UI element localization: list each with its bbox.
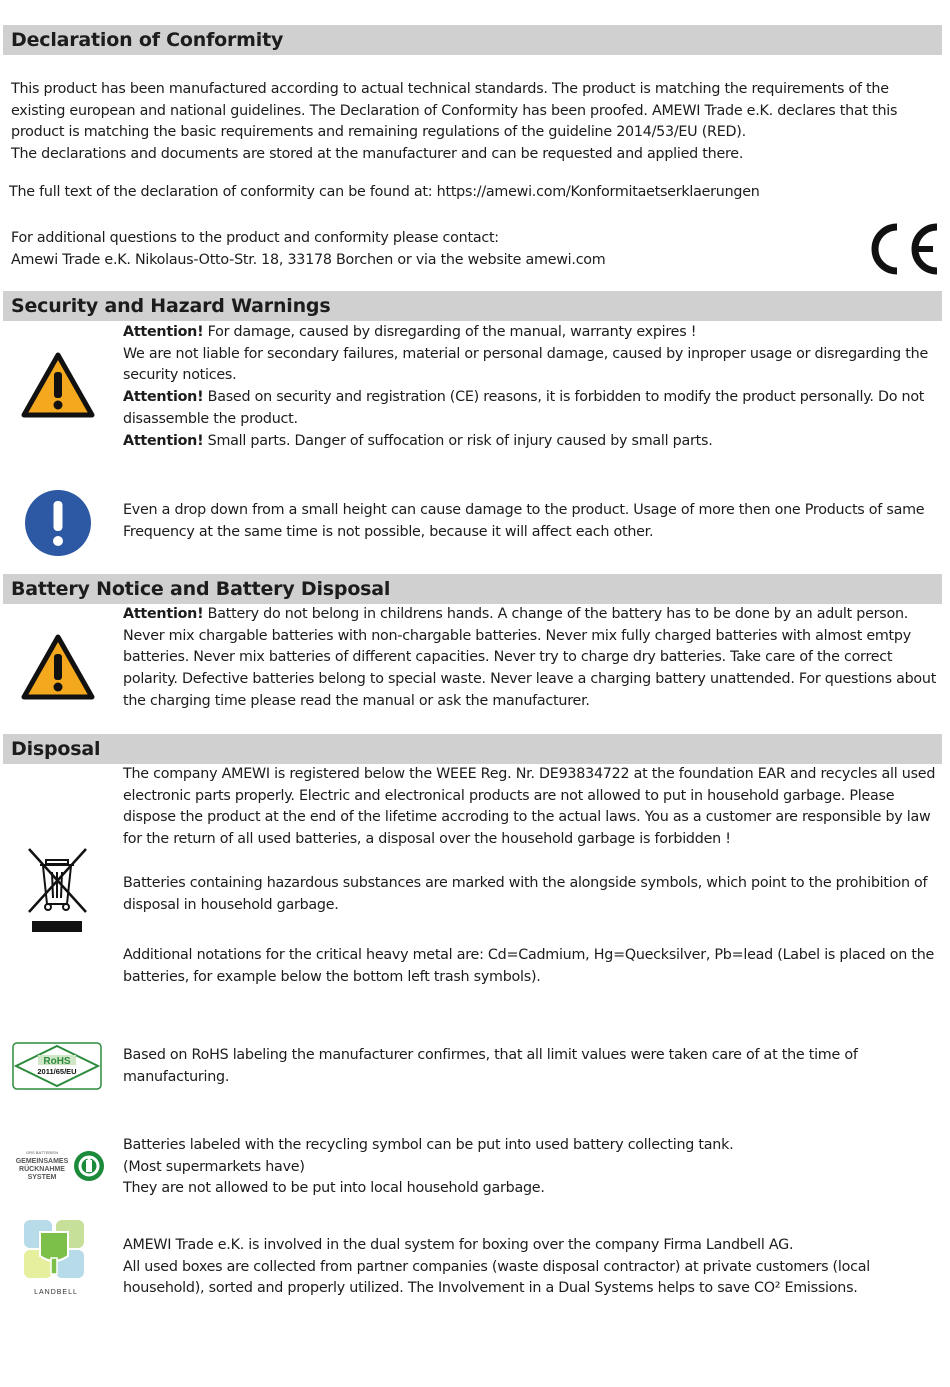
attention-label: Attention!	[123, 432, 204, 449]
battery-section-header	[3, 574, 942, 604]
recycling-line-1: Batteries labeled with the recycling symbol can be put into used battery collecting tank.	[123, 1137, 734, 1153]
disposal-recycling	[123, 1135, 941, 1200]
warning-1: Attention! For damage, caused by disregarding of the manual, warranty expires !	[123, 324, 697, 340]
battery-notice-text: Attention! Battery do not belong in childrens hands. A change of the battery has to be done by an adult person. Never mix chargable batteries with non-chargable batteries. Never mix fully charged batteries with almost emtpy batteries. Never mix batteries of different capacities. Never try to charge dry batteries. Take care of the correct polarity. Defective batteries belong to special waste. Never leave a charging battery unattended. For questions about the charging time please read the manual or ask the manufacturer.	[123, 606, 937, 709]
conformity-section-header	[3, 25, 942, 55]
disposal-weee: The company AMEWI is registered below the WEEE Reg. Nr. DE93834722 at the foundation EAR and recycles all used electronic parts properly. Electric and electronical products are not allowed to put in household garbage. Please dispose the product at the end of the lifetime accroding to the actual laws. You as a customer are responsible by law for the return of all used batteries, a disposal over the household garbage is forbidden !	[123, 766, 936, 848]
disposal-hazard: Batteries containing hazardous substances are marked with the alongside symbols, which point to the prohibition of disposal in household garbage.	[123, 875, 928, 913]
recycling-line-3: They are not allowed to be put into local household garbage.	[123, 1180, 545, 1197]
recycling-line-2: (Most supermarkets have)	[123, 1158, 305, 1175]
security-warnings	[123, 322, 941, 452]
crossed-out-bin-icon	[26, 846, 90, 934]
contact-line-1: For additional questions to the product and conformity please contact:	[11, 230, 499, 246]
conformity-intro	[11, 79, 941, 166]
drop-notice: Even a drop down from a small height can cause damage to the product. Usage of more then one Products of same Frequency at the same time is not possible, because it will affect each other.	[123, 502, 925, 540]
contact-line-2: Amewi Trade e.K. Nikolaus-Otto-Str. 18, 33178 Borchen or via the website amewi.com	[11, 251, 606, 268]
conformity-heading: Declaration of Conformity	[11, 29, 284, 51]
warning-2: Attention! Based on security and registration (CE) reasons, it is forbidden to modify the product personally. Do not disassemble the product.	[123, 389, 925, 427]
svg-text:GEMEINSAMES: GEMEINSAMES	[15, 1158, 69, 1165]
battery-heading: Battery Notice and Battery Disposal	[11, 578, 391, 600]
conformity-para-1: This product has been manufactured according to actual technical standards. The product is matching the requirements of the existing european and national guidelines. The Declaration of Conformity has been proofed. AMEWI Trade e.K. declares that this product is matching the basic requirements and remaining regulations of the guideline 2014/53/EU (RED).	[11, 81, 898, 141]
svg-text:RÜCKNAHME: RÜCKNAHME	[19, 1166, 65, 1173]
svg-text:2011/65/EU: 2011/65/EU	[37, 1067, 77, 1076]
svg-text:LANDBELL: LANDBELL	[34, 1289, 78, 1296]
disposal-rohs: Based on RoHS labeling the manufacturer confirmes, that all limit values were taken care of at the time of manufacturing.	[123, 1047, 858, 1085]
warning-3: Attention! Small parts. Danger of suffocation or risk of injury caused by small parts.	[123, 432, 713, 449]
conformity-contact	[11, 228, 831, 271]
svg-text:SYSTEM: SYSTEM	[27, 1174, 57, 1181]
security-section-header	[3, 291, 942, 321]
warning-triangle-icon	[21, 352, 95, 418]
landbell-logo-icon	[22, 1218, 92, 1300]
landbell-line-2: All used boxes are collected from partner companies (waste disposal contractor) at private customers (local household), sorted and properly utilized. The Involvement in a Dual Systems helps to save CO² Emissions.	[123, 1258, 870, 1297]
security-heading: Security and Hazard Warnings	[11, 295, 331, 317]
conformity-para-2: The declarations and documents are stored at the manufacturer and can be requested and applied there.	[11, 146, 744, 163]
attention-label: Attention!	[123, 606, 204, 622]
warning-1-detail: We are not liable for secondary failures, material or personal damage, caused by inproper usage or disregarding the security notices.	[123, 345, 928, 384]
svg-text:GRS BATTERIEN: GRS BATTERIEN	[26, 1150, 58, 1155]
battery-warning-triangle-icon	[21, 634, 95, 700]
conformity-fulltext: The full text of the declaration of conformity can be found at: https://amewi.com/Konformitaetserklaerungen	[9, 184, 760, 200]
rohs-badge-icon	[12, 1042, 102, 1090]
attention-label: Attention!	[123, 324, 204, 340]
attention-label: Attention!	[123, 389, 204, 406]
disposal-landbell	[123, 1235, 941, 1300]
disposal-heading: Disposal	[11, 738, 101, 760]
grs-recycling-logo-icon	[6, 1146, 106, 1186]
landbell-line-1: AMEWI Trade e.K. is involved in the dual system for boxing over the company Firma Landbell AG.	[123, 1237, 794, 1253]
disposal-section-header	[3, 734, 942, 764]
disposal-metals: Additional notations for the critical heavy metal are: Cd=Cadmium, Hg=Quecksilver, Pb=lead (Label is placed on the batteries, for example below the bottom left trash symbols).	[123, 947, 935, 985]
svg-text:RoHS: RoHS	[43, 1056, 71, 1067]
ce-mark-icon	[862, 221, 942, 277]
mandatory-exclamation-icon	[23, 488, 93, 558]
